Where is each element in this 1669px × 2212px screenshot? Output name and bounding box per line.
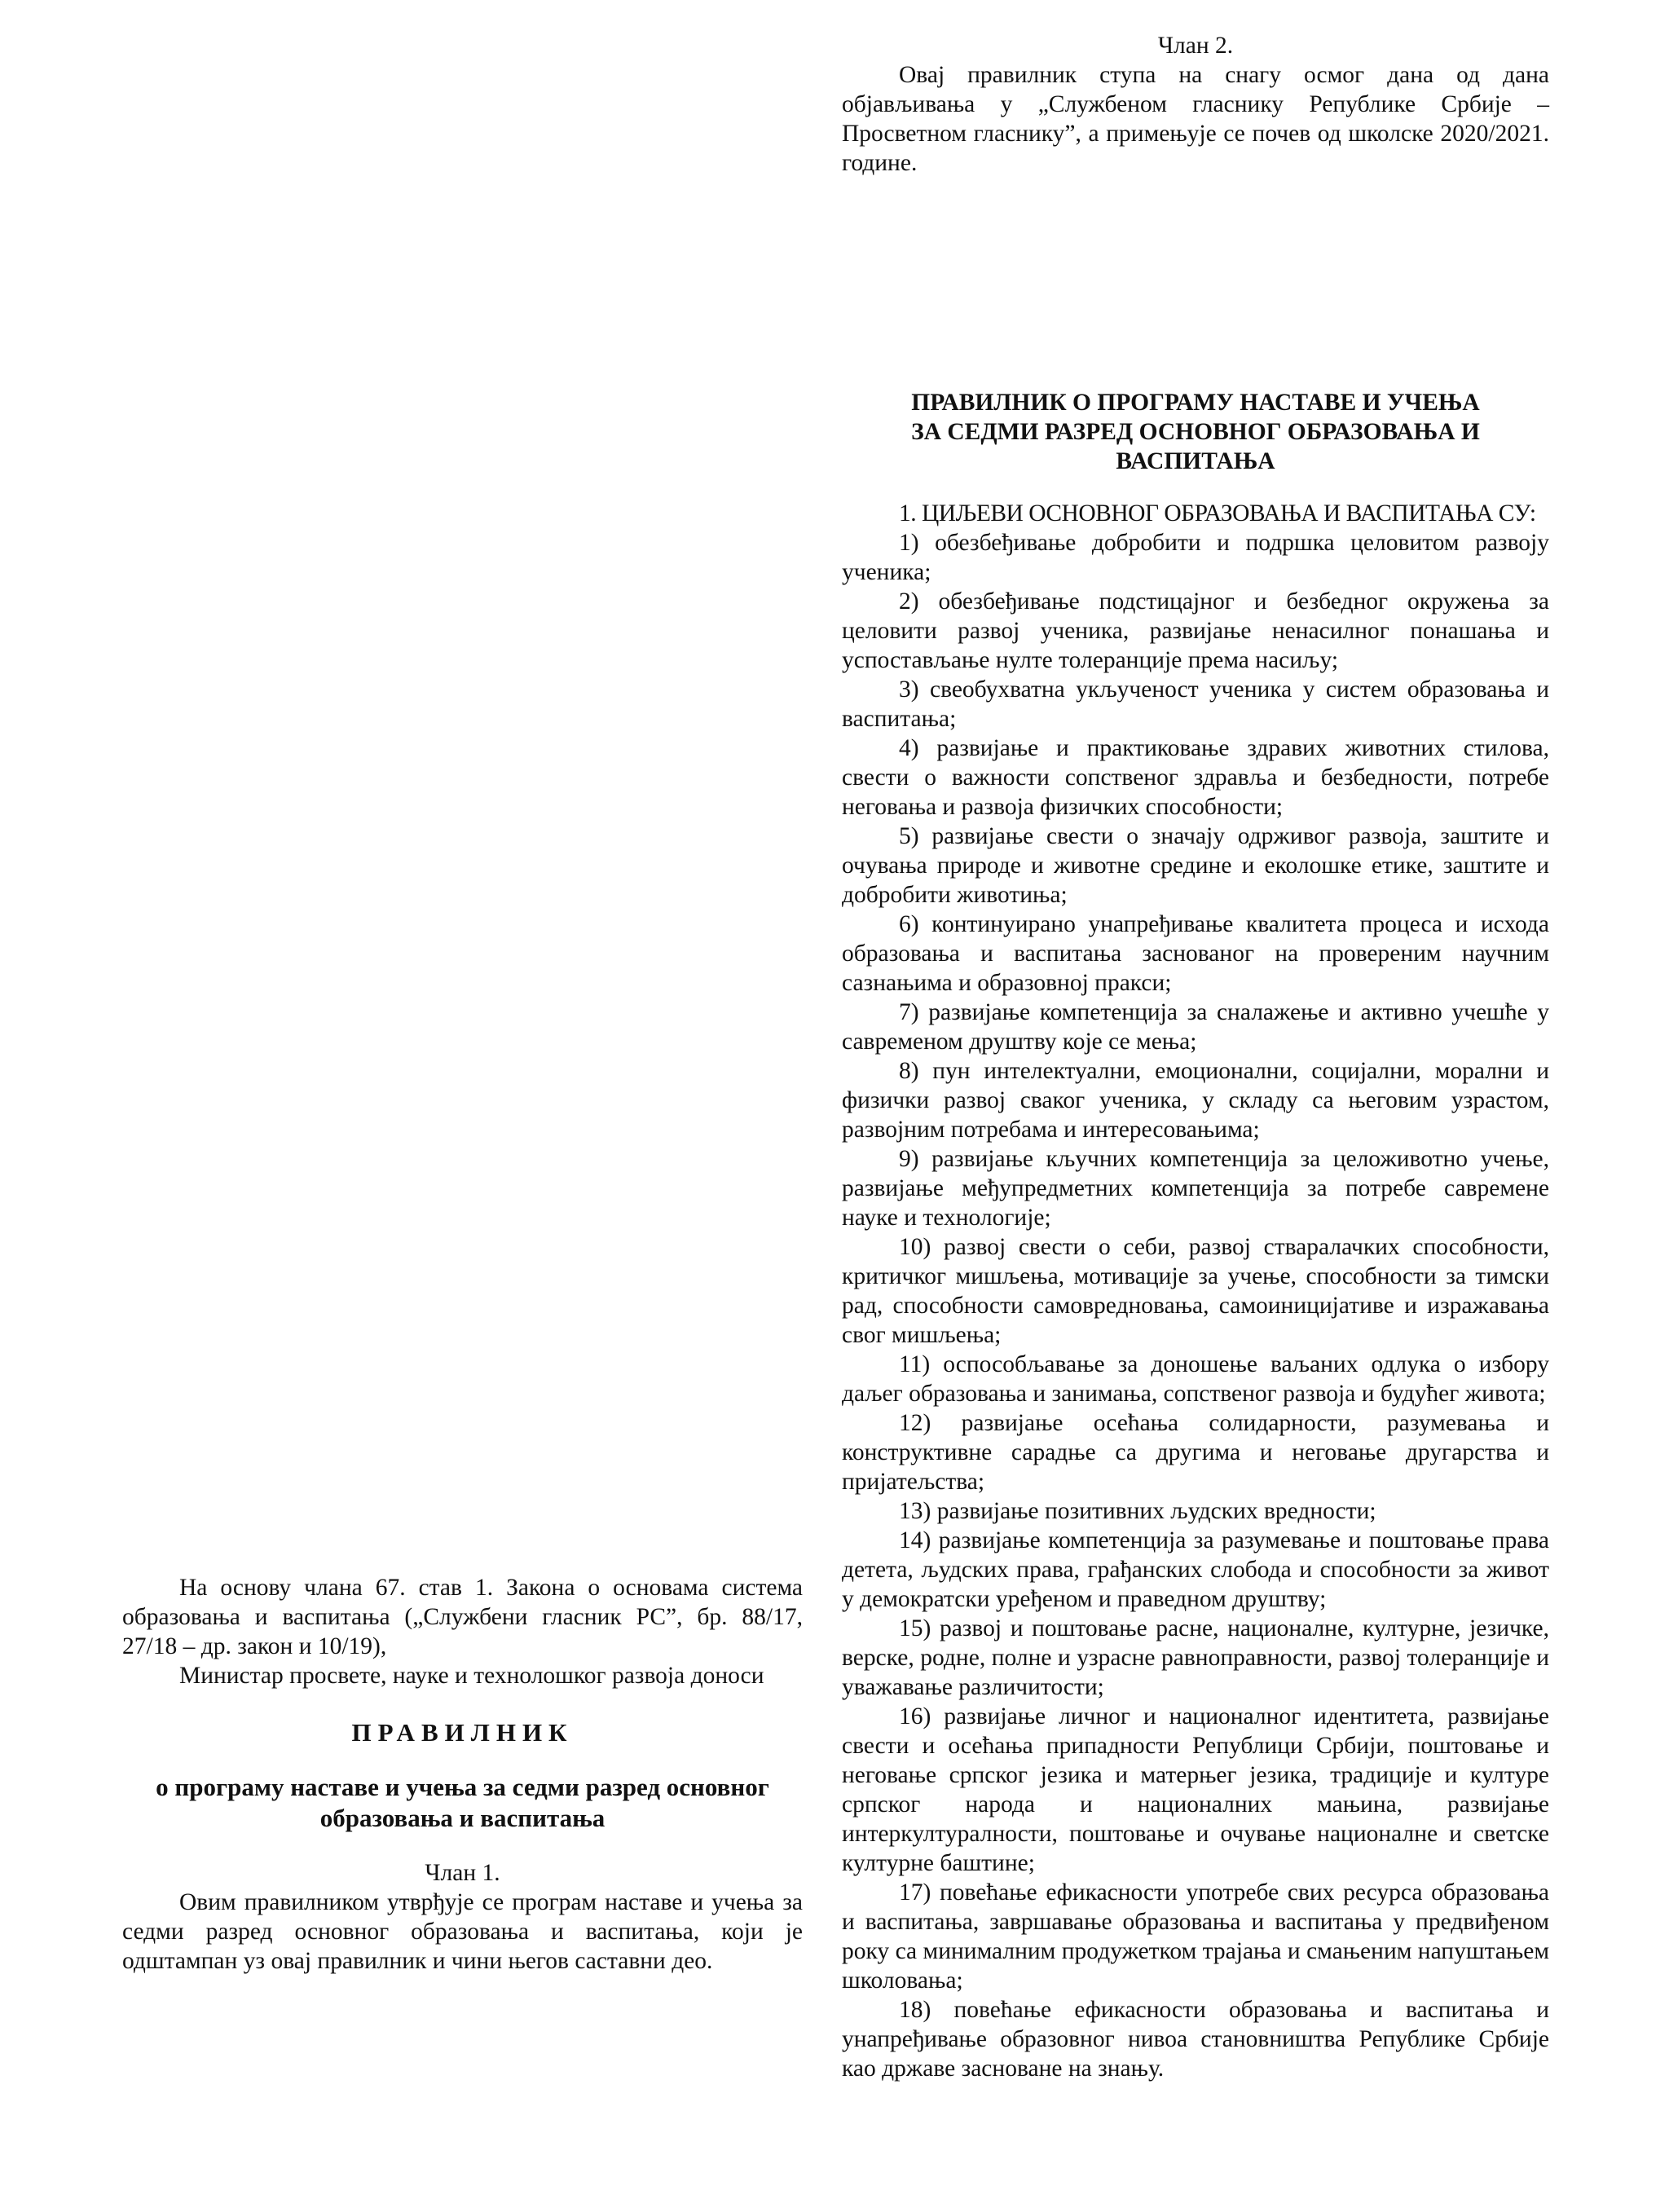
list-item: 2) обезбеђивање подстицајног и безбедног окружења за целовити развој ученика, развијање ненасилног понашања и успостављање нулте толеранције према насиљу; <box>842 588 1549 673</box>
article-1-text: Овим правилником утврђује се програм наставе и учења за седми разред основног образовања и васпитања, који је одштампан уз овај правилник и чини његов саставни део. <box>122 1889 803 1974</box>
list-item: 1) обезбеђивање добробити и подршка целовитом развоју ученика; <box>842 530 1549 585</box>
list-item: 12) развијање осећања солидарности, разумевања и конструктивне сарадње са другима и неговање другарства и пријатељства; <box>842 1410 1549 1495</box>
list-item: 10) развој свести о себи, развој стваралачких способности, критичког мишљења, мотивације за учење, способности за тимски рад, способности самовредновања, самоиницијативе и изражавања свог мишљења; <box>842 1234 1549 1348</box>
list-item: 3) свеобухватна укљученост ученика у систем образовања и васпитања; <box>842 676 1549 732</box>
list-item: 15) развој и поштовање расне, националне, културне, језичке, верске, родне, полне и узрасне равноправности, развој толеранције и уважавање различитости; <box>842 1615 1549 1700</box>
list-item: 5) развијање свести о значају одрживог развоја, заштите и очувања природе и животне средине и еколошке етике, заштите и добробити животиња; <box>842 823 1549 908</box>
list-item: 13) развијање позитивних људских вредности; <box>899 1498 1376 1524</box>
goals-list <box>842 528 1549 2083</box>
list-item: 17) повећање ефикасности употребе свих ресурса образовања и васпитања, завршавање образовања и васпитања у предвиђеном року са минималним продужетком трајања и смањеним напуштањем школовања; <box>842 1879 1549 1994</box>
list-item: 14) развијање компетенција за разумевање и поштовање права детета, људских права, грађанских слобода и способности за живот у демократски уређеном и праведном друштву; <box>842 1527 1549 1612</box>
document-title: ПРАВИЛНИК <box>351 1718 574 1747</box>
document-subtitle: о програму наставе и учења за седми разред основног образовања и васпитања <box>156 1773 769 1832</box>
article-2-heading: Члан 2. <box>1157 33 1234 59</box>
article-1-heading: Члан 1. <box>425 1860 500 1886</box>
list-item: 18) повећање ефикасности образовања и васпитања и унапређивање образовног нивоа становништва Републике Србије као државе засноване на знању. <box>842 1997 1549 2082</box>
goals-heading: 1. ЦИЉЕВИ ОСНОВНОГ ОБРАЗОВАЊА И ВАСПИТАЊА СУ: <box>899 500 1536 527</box>
list-item: 7) развијање компетенција за сналажење и активно учешће у савременом друштву које се мења; <box>842 999 1549 1055</box>
right-column <box>842 31 1549 2083</box>
list-item: 8) пун интелектуални, емоционални, социјални, морални и физички развој сваког ученика, у складу са његовим узрастом, развојним потребама и интересовањима; <box>842 1058 1549 1143</box>
list-item: 11) оспособљавање за доношење ваљаних одлука о избору даљег образовања и занимања, сопственог развоја и будућег живота; <box>842 1351 1549 1407</box>
preamble-paragraph: На основу члана 67. став 1. Закона о основама система образовања и васпитања („Службени гласник РС”, бр. 88/17, 27/18 – др. закон и 10/19), <box>122 1575 803 1659</box>
article-2-text: Овај правилник ступа на снагу осмог дана од дана објављивања у „Службеном гласнику Републике Србије – Просветном гласнику”, а примењује се почев од школске 2020/2021. године. <box>842 62 1549 176</box>
list-item: 6) континуирано унапређивање квалитета процеса и исхода образовања и васпитања заснованог на провереним научним сазнањима и образовној пракси; <box>842 911 1549 996</box>
list-item: 9) развијање кључних компетенција за целоживотно учење, развијање међупредметних компетенција за потребе савремене науке и технологије; <box>842 1146 1549 1231</box>
left-column <box>122 1573 803 1976</box>
list-item: 4) развијање и практиковање здравих животних стилова, свести о важности сопственог здравља и безбедности, потребе неговања и развоја физичких способности; <box>842 735 1549 820</box>
minister-line: Министар просвете, науке и технолошког развоја доноси <box>179 1663 764 1689</box>
list-item: 16) развијање личног и националног идентитета, развијање свести и осећања припадности Републици Србији, поштовање и неговање српског језика и матерњег језика, традиције и културе српског народа и националних мањина, развијање интеркултуралности, поштовање и очување националне и светске културне баштине; <box>842 1703 1549 1876</box>
section-title: ПРАВИЛНИК О ПРОГРАМУ НАСТАВЕ И УЧЕЊА ЗА СЕДМИ РАЗРЕД ОСНОВНОГ ОБРАЗОВАЊА И ВАСПИТАЊА <box>911 390 1480 474</box>
